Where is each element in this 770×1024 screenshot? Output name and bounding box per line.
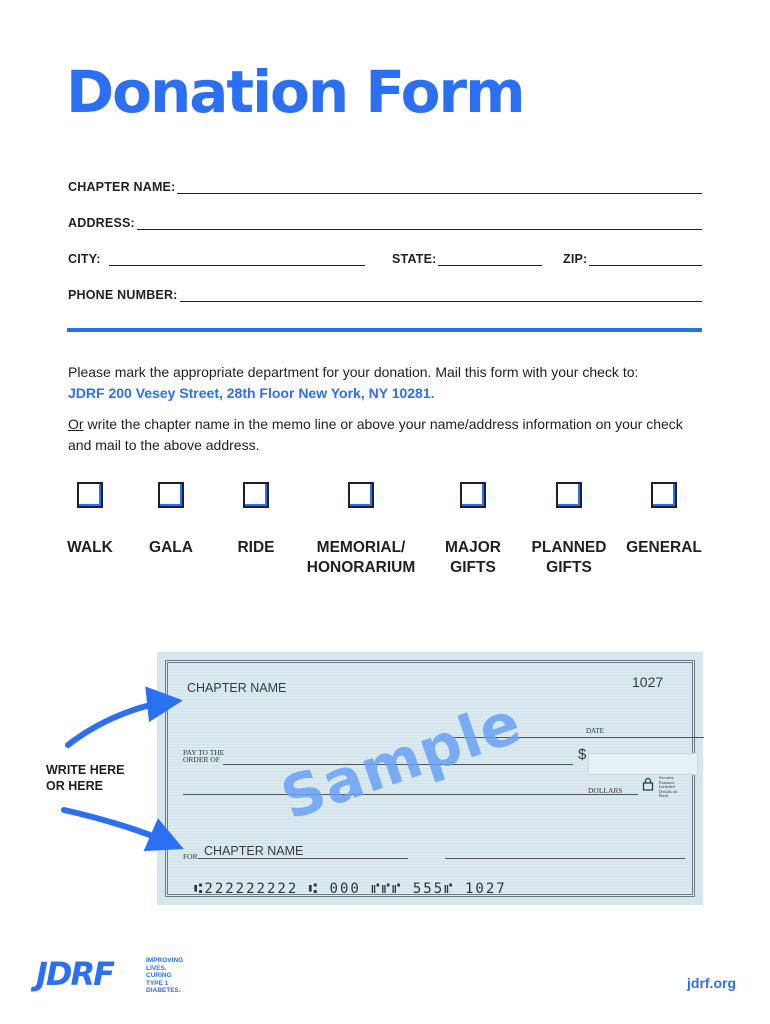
check-chapter-name: CHAPTER NAME (187, 681, 287, 695)
memo-chapter-name: CHAPTER NAME (204, 844, 304, 858)
label-planned-gifts: PLANNED GIFTS (531, 539, 607, 576)
website-link[interactable]: jdrf.org (687, 975, 736, 991)
label-ride: RIDE (237, 539, 275, 556)
address-label: ADDRESS: (68, 216, 135, 230)
label-memorial-honorarium: MEMORIAL/ HONORARIUM (306, 539, 416, 576)
dollar-sign: $ (578, 746, 587, 763)
mailing-address: JDRF 200 Vesey Street, 28th Floor New York, NY 10281. (68, 385, 435, 401)
or-text: Or (68, 416, 84, 432)
label-major-gifts: MAJOR GIFTS (445, 539, 501, 576)
form-title: Donation Form (66, 58, 524, 126)
arrow-to-memo-icon (64, 810, 170, 843)
state-label: STATE: (392, 252, 437, 266)
instructions-line: Please mark the appropriate department for your donation. Mail this form with your check to: (68, 364, 639, 380)
arrow-to-chapter-name-icon (68, 702, 168, 745)
dollars-label: DOLLARS (588, 786, 623, 795)
chapter-name-label: CHAPTER NAME: (68, 180, 176, 194)
write-here-note: WRITE HERE OR HERE (46, 763, 125, 793)
for-label: FOR (183, 852, 198, 861)
pay-to-line2: ORDER OF (183, 755, 220, 764)
security-text: Security Features Included Details on Back (659, 775, 678, 798)
label-general: GENERAL (626, 539, 702, 556)
sample-watermark: Sample (272, 687, 530, 833)
pay-to-line1: PAY TO THE (183, 748, 225, 757)
check-number: 1027 (632, 674, 664, 690)
city-label: CITY: (68, 252, 101, 266)
alternate-instructions-text: write the chapter name in the memo line or above your name/address information on your check and mail to the above address. (68, 416, 683, 453)
phone-label: PHONE NUMBER: (68, 288, 178, 302)
jdrf-tagline: IMPROVING LIVES. CURING TYPE 1 DIABETES. (146, 957, 184, 994)
label-walk: WALK (67, 539, 113, 556)
jdrf-logo: JDRF (36, 955, 113, 993)
date-label: DATE (586, 727, 604, 735)
zip-label: ZIP: (563, 252, 588, 266)
micr-line: ⑆222222222 ⑆ 000 ⑈⑈⑈ 555⑈ 1027 (194, 881, 507, 897)
label-gala: GALA (149, 539, 193, 556)
